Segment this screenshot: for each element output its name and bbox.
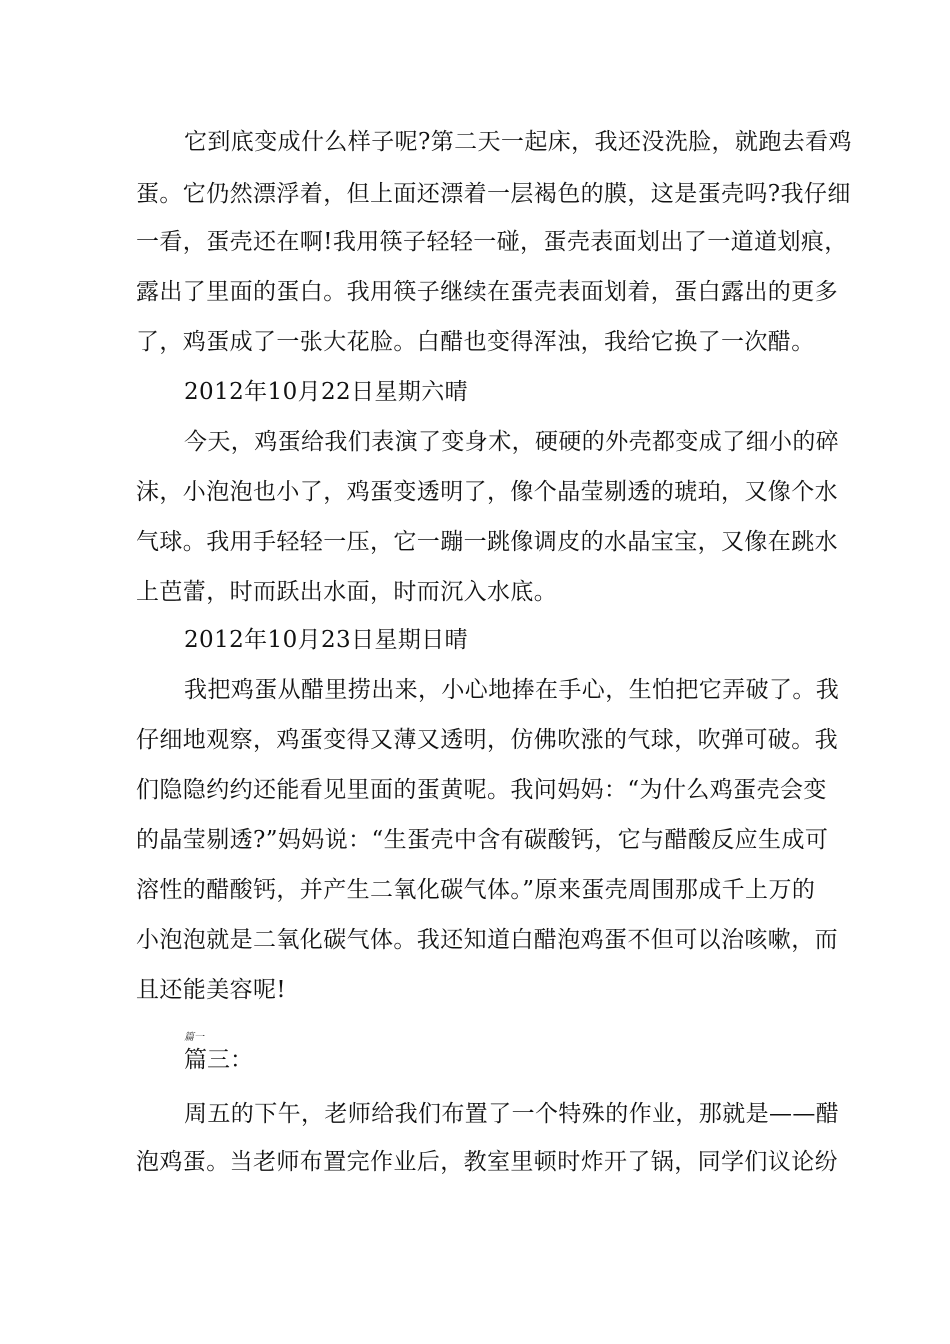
paragraph1-line: 它到底变成什么样子呢?第二天一起床，我还没洗脸，就跑去看鸡	[184, 129, 852, 155]
paragraph1-line: 蛋。它仍然漂浮着，但上面还漂着一层褐色的膜，这是蛋壳吗?我仔细	[136, 181, 851, 207]
paragraph4-line: 泡鸡蛋。当老师布置完作业后，教室里顿时炸开了锅，同学们议论纷	[136, 1149, 838, 1175]
diary-date: 2012年10月22日星期六晴	[184, 379, 469, 405]
paragraph2-line: 气球。我用手轻轻一压，它一蹦一跳像调皮的水晶宝宝，又像在跳水	[136, 529, 838, 555]
paragraph2-line: 沫，小泡泡也小了，鸡蛋变透明了，像个晶莹剔透的琥珀，又像个水	[136, 479, 838, 505]
paragraph1-line: 露出了里面的蛋白。我用筷子继续在蛋壳表面划着，蛋白露出的更多	[136, 279, 838, 305]
paragraph1-line: 一看，蛋壳还在啊!我用筷子轻轻一碰，蛋壳表面划出了一道道划痕，	[136, 229, 848, 255]
paragraph2-line: 上芭蕾，时而跃出水面，时而沉入水底。	[136, 579, 558, 605]
diary-date: 2012年10月23日星期日晴	[184, 627, 469, 653]
paragraph3-line: 仔细地观察，鸡蛋变得又薄又透明，仿佛吹涨的气球，吹弹可破。我	[136, 727, 838, 753]
paragraph1-line: 了，鸡蛋成了一张大花脸。白醋也变得浑浊，我给它换了一次醋。	[136, 329, 815, 355]
section-mark: 篇一	[184, 1032, 204, 1043]
paragraph3-line: 的晶莹剔透?”妈妈说：“生蛋壳中含有碳酸钙，它与醋酸反应生成可	[136, 827, 829, 853]
paragraph3-line: 我把鸡蛋从醋里捞出来，小心地捧在手心，生怕把它弄破了。我	[184, 677, 840, 703]
paragraph3-line: 们隐隐约约还能看见里面的蛋黄呢。我问妈妈：“为什么鸡蛋壳会变	[136, 777, 827, 803]
paragraph2-line: 今天，鸡蛋给我们表演了变身术，硬硬的外壳都变成了细小的碎	[184, 429, 840, 455]
paragraph3-line: 且还能美容呢!	[136, 977, 287, 1003]
paragraph4-line: 周五的下午，老师给我们布置了一个特殊的作业，那就是——醋	[184, 1101, 840, 1127]
section-title: 篇三：	[184, 1047, 253, 1073]
paragraph3-line: 溶性的醋酸钙，并产生二氧化碳气体。”原来蛋壳周围那成千上万的	[136, 877, 816, 903]
paragraph3-line: 小泡泡就是二氧化碳气体。我还知道白醋泡鸡蛋不但可以治咳嗽，而	[136, 927, 838, 953]
